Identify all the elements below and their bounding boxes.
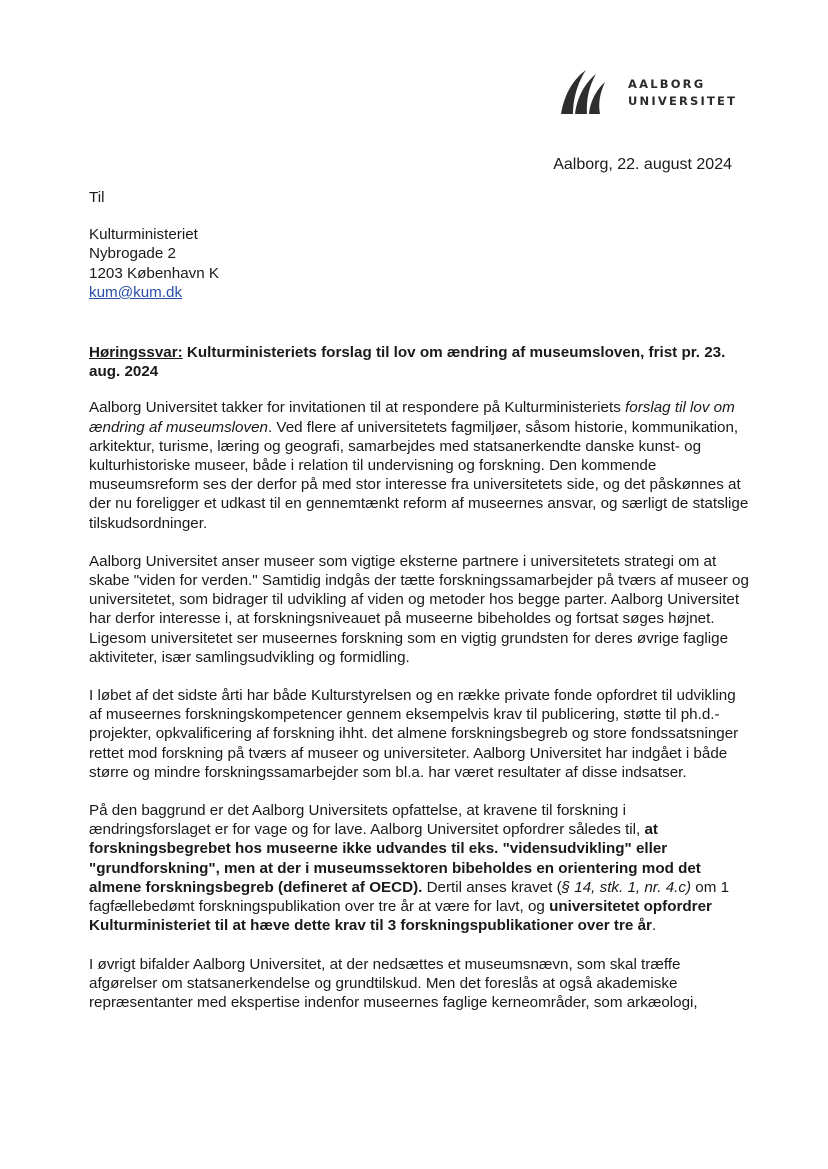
recipient-name: Kulturministeriet bbox=[89, 226, 198, 244]
recipient-address bbox=[89, 225, 749, 302]
paragraph-4-part-c: Dertil anses kravet ( bbox=[422, 878, 562, 896]
recipient-to-label: Til bbox=[89, 189, 105, 206]
paragraph-2: Aalborg Universitet anser museer som vigtige eksterne partnere i universitetets strategi om at skabe "viden for verden." Samtidig indgås der tætte forskningssamarbejder på tværs af museer og universitetet, som bidrager til udvikling af viden og metoder hos begge parter. Aalborg Universitet har derfor interesse i, at forskningsniveauet på museerne bibeholdes og fortsat søges højnet. Ligesom universitetet ser museernes forskning som en vigtig grundsten for deres øvrige faglige aktiviteter, især samlingsudvikling og formidling. bbox=[89, 552, 749, 666]
letter-date: Aalborg, 22. august 2024 bbox=[553, 156, 732, 173]
paragraph-1-part-a: Aalborg Universitet takker for invitationen til at respondere på Kulturministeriets bbox=[89, 399, 626, 417]
paragraph-1-italic: forslag til lov om ændring af museumsloven bbox=[89, 399, 735, 436]
aau-wave-logo-icon bbox=[558, 68, 608, 116]
recipient-email-link[interactable]: kum@kum.dk bbox=[89, 283, 183, 301]
recipient-street: Nybrogade 2 bbox=[89, 245, 176, 263]
paragraph-4-part-g: . bbox=[651, 917, 657, 935]
subject-label: Høringssvar: bbox=[89, 344, 183, 362]
paragraph-5: I øvrigt bifalder Aalborg Universitet, at der nedsættes et museumsnævn, som skal træffe afgørelser om statsanerkendelse og grundtilskud. Men det foreslås at også akademiske repræsentanter med ekspertise indenfor museernes faglige kerneområder, som arkæologi, bbox=[89, 955, 698, 1011]
paragraph-4 bbox=[89, 801, 749, 935]
letter-body bbox=[89, 188, 749, 1031]
recipient-city: 1203 København K bbox=[89, 264, 220, 282]
logo-wordmark bbox=[628, 76, 737, 110]
paragraph-3: I løbet af det sidste årti har både Kulturstyrelsen og en række private fonde opfordret til udvikling af museernes forskningskompetencer gennem eksempelvis krav til publicering, støtte til ph.d.-projekter, opkvalificering af forskning ihht. det almene forskningsbegreb og store fondssatsninger rettet mod forskning på tværs af museer og universiteter. Aalborg Universitet har indgået i både større og mindre forskningssamarbejder som bl.a. har været resultater af disse indsatser. bbox=[89, 687, 739, 781]
logo-line-1: AALBORG bbox=[628, 77, 706, 91]
paragraph-1-part-c: . Ved flere af universitetets fagmiljøer, såsom historie, kommunikation, arkitektur, turisme, læring og geografi, samarbejdes med statsanerkendte danske kunst- og kulturhistoriske museer, både i relation til undervisning og forskning. Den kommende museumsreform ses der derfor på med stor interesse fra universitetets side, og det påskønnes at der nu foreligger et udkast til en gennemtænkt reform af museernes ansvar, og særligt de statslige tilskudsordninger. bbox=[89, 418, 749, 532]
letter-subject bbox=[89, 343, 749, 381]
logo-line-2: UNIVERSITET bbox=[628, 94, 738, 108]
aau-logo bbox=[558, 68, 748, 118]
paragraph-4-bold-2: universitetet opfordrer Kulturministeriet til at hæve dette krav til 3 forskningspublikationer over tre år bbox=[89, 898, 712, 935]
paragraph-4-part-e: om 1 fagfællebedømt forskningspublikation over tre år at være for lavt, og bbox=[89, 878, 730, 916]
paragraph-1 bbox=[89, 398, 749, 532]
paragraph-4-italic-ref: § 14, stk. 1, nr. 4.c) bbox=[561, 878, 692, 896]
paragraph-4-bold-1: at forskningsbegrebet hos museerne ikke udvandes til eks. "vidensudvikling" eller "grundforskning", men at der i museumssektoren bibeholdes en orientering mod det almene forskningsbegreb (defineret af OECD). bbox=[89, 821, 701, 896]
subject-text: Kulturministeriets forslag til lov om ændring af museumsloven, frist pr. 23. aug. 2024 bbox=[89, 344, 726, 381]
paragraph-4-part-a: På den baggrund er det Aalborg Universitets opfattelse, at kravene til forskning i ændringsforslaget er for vage og for lave. Aalborg Universitet opfordrer således til, bbox=[89, 802, 645, 839]
